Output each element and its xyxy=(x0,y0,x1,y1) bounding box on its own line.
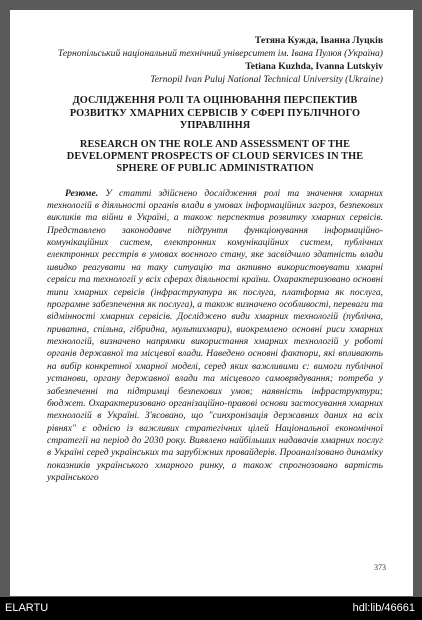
handle-identifier[interactable]: hdl:lib/46661 xyxy=(352,602,415,614)
title-english: RESEARCH ON THE ROLE AND ASSESSMENT OF THE DEVELOPMENT PROSPECTS OF CLOUD SERVICES IN THE SPHERE OF PUBLIC ADMINISTRATION xyxy=(66,138,364,175)
author-names-en: Tetiana Kuzhda, Ivanna Lutskyiv xyxy=(245,61,383,73)
repository-footer-bar xyxy=(0,597,422,620)
repository-name: ELARTU xyxy=(5,602,49,614)
authors-ukrainian xyxy=(47,35,383,60)
page-number: 373 xyxy=(374,563,386,572)
affiliation-en: Ternopil Ivan Puluj National Technical University (Ukraine) xyxy=(150,73,383,85)
document-page xyxy=(10,10,413,596)
abstract-text: У статті здійснено дослідження ролі та значення хмарних технологій в діяльності органів влади в умовах інформаційних загроз, безпекових викликів та війни в Україні, а також перспектив розвитку хмарних сервісів. Представлено законодавче підґрунтя функціонування інформаційно-комунікаційних систем, електронних комунікаційних систем, публічних електронних реєстрів в умовах воєнного стану, яке засвідчило здатність влади швидко реагувати на таку ситуацію та активно використовувати хмарні сервіси та технології у всіх сферах діяльності країни. Охарактеризовано основні типи хмарних сервісів (інфраструктура як послуга, платформа як послуга, програмне забезпечення як послуга), а також визначено особливості, переваги та відмінності хмарних сервісів. Досліджено види хмарних технологій (публічна, приватна, спільна, гібридна, мультихмари), виокремлено основні риси хмарних технологій, визначено напрямки використання хмарних технологій у роботі органів державної та місцевої влади. Наведено основні фактори, які впливають на вибір конкретної хмарної моделі, серед яких важливими є: вимоги публічної установи, органу державної влади та місцевого самоврядування; потреба у забезпеченні та підтримці безпекових умов; наявність інфраструктури; бюджет. Охарактеризовано організаційно-правові основи застосування хмарних технологій в Україні. З'ясовано, що "синхронізація державних даних на всіх рівнях" є однією із важливих стратегічних цілей Національної економічної стратегії на період до 2030 року. Виявлено найбільших надавачів хмарних послуг в Україні серед українських та зарубіжних провайдерів. Проаналізовано динаміку показників українського хмарного ринку, а також спрогнозовано вартість українського xyxy=(47,187,383,484)
title-ukrainian: ДОСЛІДЖЕННЯ РОЛІ ТА ОЦІНЮВАННЯ ПЕРСПЕКТИВ РОЗВИТКУ ХМАРНИХ СЕРВІСІВ У СФЕРІ ПУБЛІЧНОГО УПРАВЛІННЯ xyxy=(69,95,361,131)
authors-english xyxy=(47,61,383,86)
abstract-paragraph xyxy=(47,188,383,485)
abstract-label: Резюме. xyxy=(65,187,99,199)
author-names-ua: Тетяна Кужда, Іванна Луцків xyxy=(254,35,383,46)
affiliation-ua: Тернопільський національний технічний університет ім. Івана Пулюя (Україна) xyxy=(57,47,383,59)
